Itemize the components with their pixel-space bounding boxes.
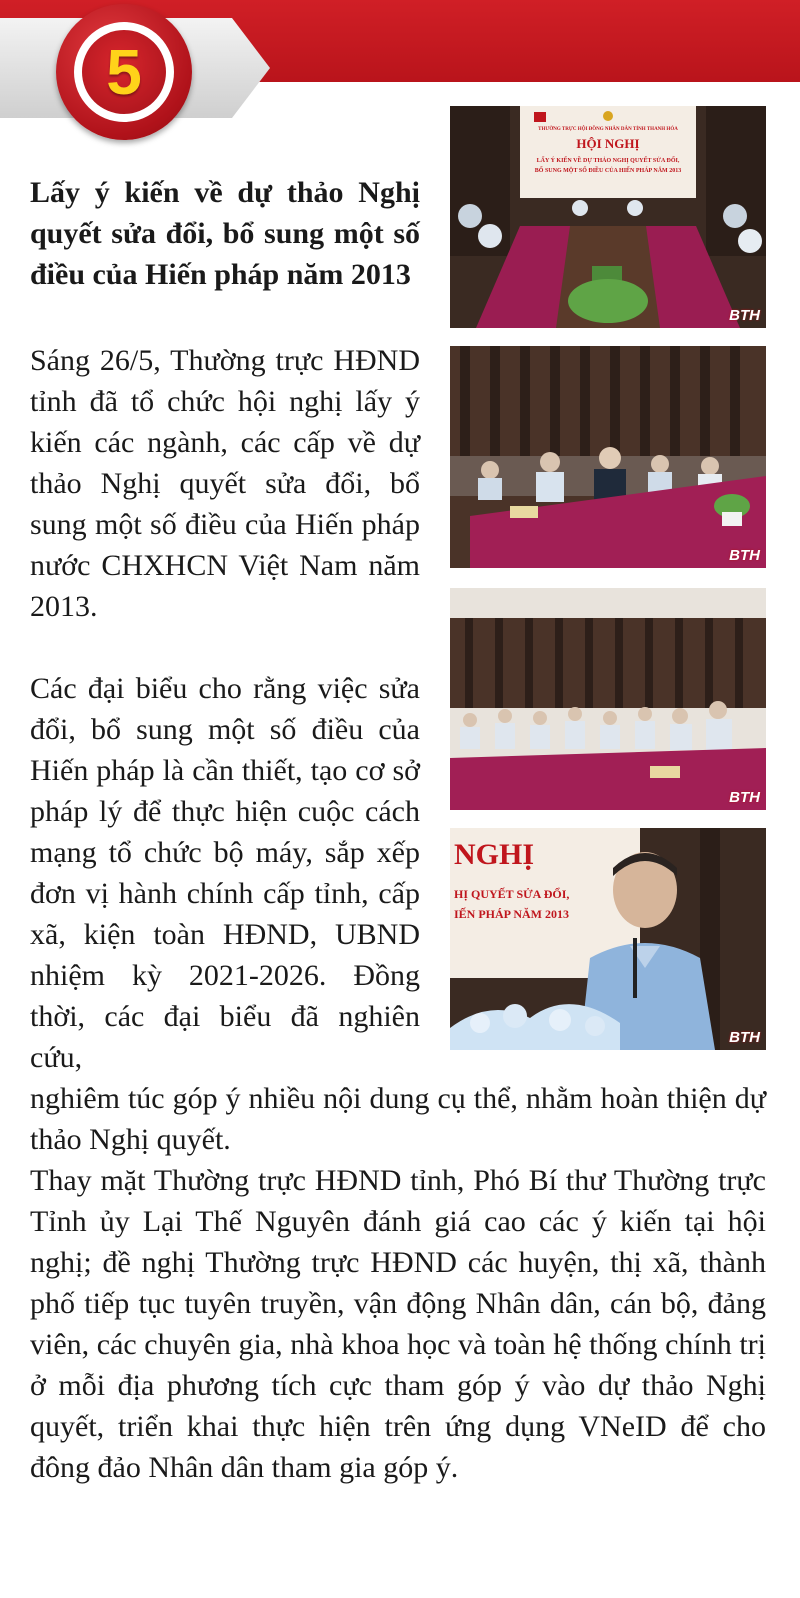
section-number: 5	[106, 36, 142, 108]
photo-4-banner-line-3: IẾN PHÁP NĂM 2013	[454, 907, 569, 921]
photo-speaker-podium	[450, 828, 766, 1050]
photo-1-banner-line-2: HỘI NGHỊ	[576, 136, 640, 151]
article-paragraph-2-continued: nghiêm túc góp ý nhiều nội dung cụ thể, nhằm hoàn thiện dự thảo Nghị quyết.	[30, 1082, 766, 1156]
article-paragraph-2: Các đại biểu cho rằng việc sửa đổi, bổ sung một số điều của Hiến pháp là cần thiết, tạo cơ sở pháp lý để thực hiện cuộc cách mạng tổ chức bộ máy, sắp xếp đơn vị hành chính cấp tỉnh, cấp xã, kiện toàn HĐND, UBND nhiệm kỳ 2021-2026. Đồng thời, các đại biểu đã nghiên cứu,	[30, 672, 420, 1074]
photo-1-watermark: BTH	[729, 307, 760, 324]
article-paragraph-1: Sáng 26/5, Thường trực HĐND tỉnh đã tổ chức hội nghị lấy ý kiến các ngành, các cấp về dự thảo Nghị quyết sửa đổi, bổ sung một số điều của Hiến pháp nước CHXHCN Việt Nam năm 2013.	[30, 344, 420, 623]
photo-4-watermark: BTH	[729, 1029, 760, 1046]
photo-3-watermark: BTH	[729, 789, 760, 806]
photo-3-illustration	[450, 588, 766, 810]
photo-2-illustration	[450, 346, 766, 568]
article-title: Lấy ý kiến về dự thảo Nghị quyết sửa đổi, bổ sung một số điều của Hiến pháp năm 2013	[30, 176, 420, 291]
photo-4-illustration	[450, 828, 766, 1050]
photo-hall-wide	[450, 588, 766, 810]
article-paragraph-3: Thay mặt Thường trực HĐND tỉnh, Phó Bí thư Thường trực Tỉnh ủy Lại Thế Nguyên đánh giá cao các ý kiến tại hội nghị; đề nghị Thường trực HĐND các huyện, thị xã, thành phố tiếp tục tuyên truyền, vận động Nhân dân, cán bộ, đảng viên, các chuyên gia, nhà khoa học và toàn hệ thống chính trị ở mỗi địa phương tích cực tham góp ý vào dự thảo Nghị quyết, triển khai thực hiện trên ứng dụng VNeID để cho đông đảo Nhân dân tham gia góp ý.	[30, 1164, 766, 1484]
photo-1-banner-line-1: THƯỜNG TRỰC HỘI ĐỒNG NHÂN DÂN TỈNH THANH HÓA	[538, 127, 678, 132]
photo-2-watermark: BTH	[729, 547, 760, 564]
photo-conference-banner	[450, 106, 766, 328]
photo-1-banner-line-4: BỔ SUNG MỘT SỐ ĐIỀU CỦA HIẾN PHÁP NĂM 2013	[534, 168, 682, 174]
photo-4-banner-line-1: NGHỊ	[454, 838, 535, 871]
photo-delegates-front	[450, 346, 766, 568]
photo-1-illustration	[450, 106, 766, 328]
photo-4-banner-line-2: HỊ QUYẾT SỬA ĐỔI,	[454, 887, 570, 901]
photo-1-banner-line-3: LẤY Ý KIẾN VỀ DỰ THẢO NGHỊ QUYẾT SỬA ĐỔI,	[536, 158, 680, 164]
